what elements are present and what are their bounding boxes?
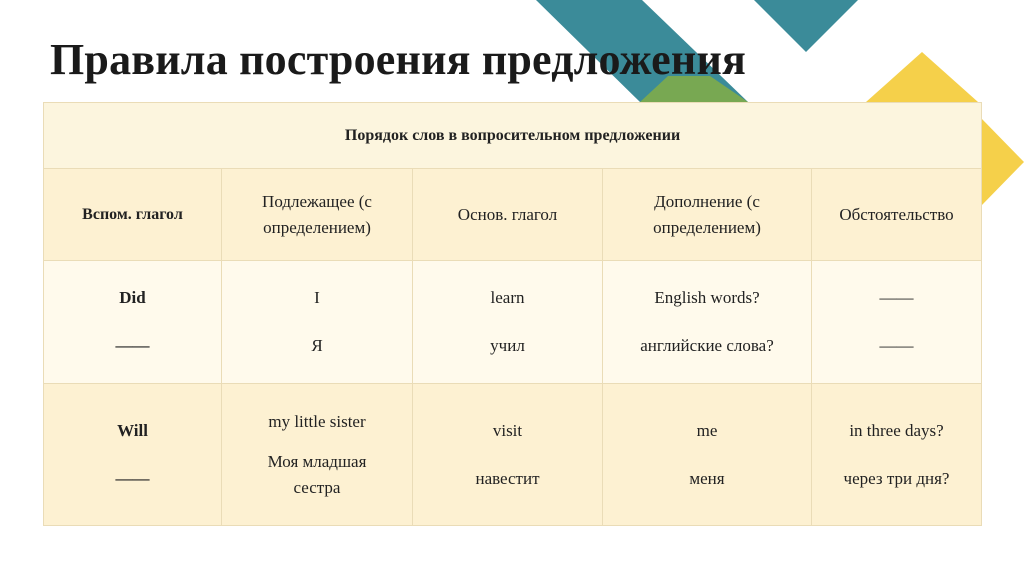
column-header-adverbial: Обстоятельство [812,169,982,261]
cell-english: me [696,420,718,440]
cell-english: Will [117,420,148,440]
cell-russian: английские слова? [640,336,774,355]
table-caption: Порядок слов в вопросительном предложении [44,103,982,169]
column-header-object: Дополнение (с определением) [603,169,812,261]
table-row [44,384,982,526]
cell-english: in three days? [849,420,944,440]
cell-english: my little sister [268,411,366,431]
teal-triangle [754,0,858,52]
cell-english: Did [119,288,146,307]
cell-english: learn [490,288,525,307]
cell-russian: через три дня? [843,468,950,488]
cell-russian: Я [311,336,323,355]
yellow-triangle-top [866,52,978,102]
cell-russian: —— [879,336,914,355]
page-title: Правила построения предложения [50,35,747,84]
cell-object [603,261,812,384]
cell-russian: —— [115,468,150,488]
cell-russian: навестит [475,468,540,488]
cell-english: —— [879,288,914,307]
cell-verb [413,384,603,526]
cell-subject [222,261,413,384]
cell-aux [44,261,222,384]
table-row [44,261,982,384]
yellow-triangle-right [981,118,1024,206]
cell-aux [44,384,222,526]
cell-russian: Моя младшая сестра [267,451,367,497]
column-header-verb: Основ. глагол [413,169,603,261]
column-header-aux: Вспом. глагол [44,169,222,261]
cell-adverbial [812,384,982,526]
column-header-subject: Подлежащее (с определением) [222,169,413,261]
cell-english: English words? [654,288,760,307]
word-order-table [43,102,982,526]
cell-subject [222,384,413,526]
cell-english: visit [492,420,523,440]
table-header-row [44,169,982,261]
cell-verb [413,261,603,384]
cell-object [603,384,812,526]
cell-adverbial [812,261,982,384]
cell-russian: меня [689,468,725,488]
cell-english: I [314,288,320,307]
table-caption-row [44,103,982,169]
cell-russian: учил [490,336,525,355]
cell-russian: —— [115,336,150,355]
